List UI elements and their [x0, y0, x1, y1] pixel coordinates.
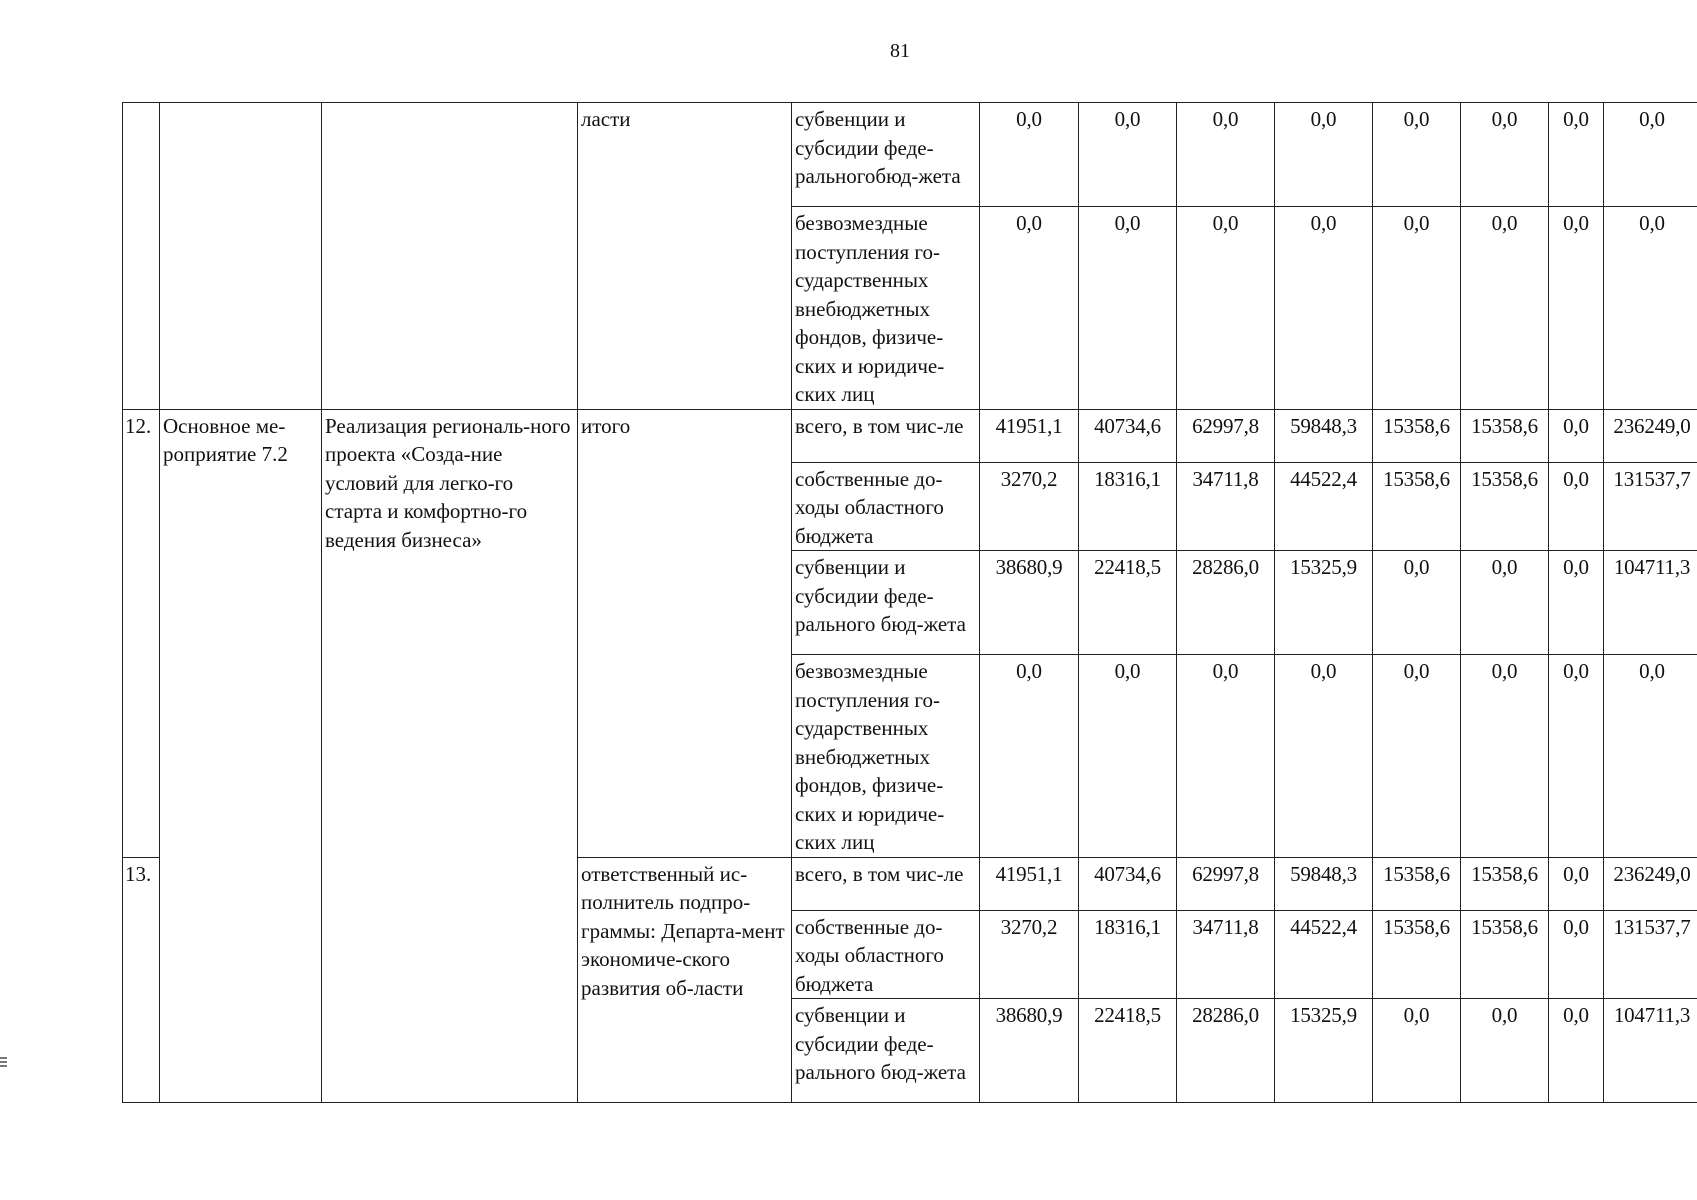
value-cell: 15358,6	[1461, 910, 1549, 999]
value-cell: 59848,3	[1275, 857, 1373, 910]
value-cell: 62997,8	[1177, 857, 1275, 910]
row-number: 12.	[123, 409, 160, 857]
value-cell: 0,0	[1275, 207, 1373, 410]
value-cell: 0,0	[1549, 999, 1604, 1103]
executor-name: ласти	[578, 103, 792, 410]
value-cell: 0,0	[1275, 655, 1373, 858]
funding-source: субвенции и субсидии феде-рального бюд-жета	[792, 999, 980, 1103]
value-cell: 3270,2	[980, 910, 1079, 999]
funding-source: безвозмездные поступления го-сударственных внебюджетных фондов, физиче-ских и юридиче-ских лиц	[792, 207, 980, 410]
value-cell: 38680,9	[980, 551, 1079, 655]
value-cell: 15358,6	[1373, 857, 1461, 910]
page-number: 81	[890, 40, 910, 62]
value-cell: 236249,0	[1604, 857, 1697, 910]
table-row	[123, 103, 1697, 207]
value-cell: 131537,7	[1604, 462, 1697, 551]
value-cell: 104711,3	[1604, 999, 1697, 1103]
value-cell: 0,0	[1079, 207, 1177, 410]
value-cell: 38680,9	[980, 999, 1079, 1103]
value-cell: 0,0	[1373, 207, 1461, 410]
value-cell: 34711,8	[1177, 910, 1275, 999]
value-cell: 0,0	[980, 103, 1079, 207]
value-cell: 236249,0	[1604, 409, 1697, 462]
value-cell: 0,0	[1373, 999, 1461, 1103]
value-cell: 0,0	[1549, 207, 1604, 410]
value-cell: 0,0	[1177, 655, 1275, 858]
value-cell: 0,0	[1373, 103, 1461, 207]
value-cell: 41951,1	[980, 857, 1079, 910]
value-cell: 0,0	[1549, 462, 1604, 551]
budget-table	[122, 102, 1697, 1103]
value-cell: 0,0	[1604, 207, 1697, 410]
funding-source: субвенции и субсидии феде-рального бюд-жета	[792, 551, 980, 655]
value-cell: 0,0	[1549, 655, 1604, 858]
funding-source: безвозмездные поступления го-сударственных внебюджетных фондов, физиче-ских и юридиче-ских лиц	[792, 655, 980, 858]
value-cell: 0,0	[1604, 655, 1697, 858]
value-cell: 0,0	[980, 207, 1079, 410]
value-cell: 15358,6	[1461, 409, 1549, 462]
value-cell: 0,0	[1549, 103, 1604, 207]
value-cell: 15358,6	[1373, 409, 1461, 462]
value-cell: 104711,3	[1604, 551, 1697, 655]
value-cell: 0,0	[1079, 655, 1177, 858]
value-cell: 0,0	[1461, 207, 1549, 410]
project-name	[322, 103, 578, 410]
value-cell: 0,0	[1373, 655, 1461, 858]
value-cell: 0,0	[1079, 103, 1177, 207]
value-cell: 0,0	[1177, 103, 1275, 207]
value-cell: 28286,0	[1177, 999, 1275, 1103]
funding-source: собственные до-ходы областного бюджета	[792, 462, 980, 551]
value-cell: 62997,8	[1177, 409, 1275, 462]
value-cell: 0,0	[1461, 655, 1549, 858]
value-cell: 15358,6	[1373, 462, 1461, 551]
row-number: 13.	[123, 857, 160, 1103]
value-cell: 15358,6	[1461, 462, 1549, 551]
value-cell: 18316,1	[1079, 910, 1177, 999]
value-cell: 41951,1	[980, 409, 1079, 462]
executor-name: итого	[578, 409, 792, 857]
value-cell: 131537,7	[1604, 910, 1697, 999]
project-name: Реализация региональ-ного проекта «Созда-ние условий для легко-го старта и комфортно-го ведения бизнеса»	[322, 409, 578, 1103]
value-cell: 0,0	[1549, 910, 1604, 999]
value-cell: 15358,6	[1373, 910, 1461, 999]
value-cell: 40734,6	[1079, 409, 1177, 462]
value-cell: 0,0	[1604, 103, 1697, 207]
value-cell: 0,0	[1461, 103, 1549, 207]
value-cell: 15325,9	[1275, 999, 1373, 1103]
value-cell: 28286,0	[1177, 551, 1275, 655]
funding-source: субвенции и субсидии феде-ральногобюд-жета	[792, 103, 980, 207]
table-row	[123, 409, 1697, 462]
executor-name: ответственный ис-полнитель подпро-граммы: Департа-мент экономиче-ского развития об-ласти	[578, 857, 792, 1103]
value-cell: 44522,4	[1275, 462, 1373, 551]
table-body	[123, 103, 1697, 1103]
value-cell: 44522,4	[1275, 910, 1373, 999]
value-cell: 3270,2	[980, 462, 1079, 551]
funding-source: всего, в том чис-ле	[792, 857, 980, 910]
value-cell: 40734,6	[1079, 857, 1177, 910]
value-cell: 0,0	[980, 655, 1079, 858]
value-cell: 18316,1	[1079, 462, 1177, 551]
value-cell: 0,0	[1461, 999, 1549, 1103]
value-cell: 59848,3	[1275, 409, 1373, 462]
measure-name: Основное ме-роприятие 7.2	[160, 409, 322, 1103]
measure-name	[160, 103, 322, 410]
value-cell: 22418,5	[1079, 999, 1177, 1103]
value-cell: 0,0	[1177, 207, 1275, 410]
row-number	[123, 103, 160, 410]
value-cell: 0,0	[1549, 551, 1604, 655]
value-cell: 0,0	[1275, 103, 1373, 207]
value-cell: 15358,6	[1461, 857, 1549, 910]
value-cell: 0,0	[1549, 409, 1604, 462]
value-cell: 0,0	[1461, 551, 1549, 655]
value-cell: 22418,5	[1079, 551, 1177, 655]
value-cell: 0,0	[1549, 857, 1604, 910]
value-cell: 0,0	[1373, 551, 1461, 655]
scan-edge-marks	[0, 1055, 8, 1069]
funding-source: всего, в том чис-ле	[792, 409, 980, 462]
value-cell: 15325,9	[1275, 551, 1373, 655]
value-cell: 34711,8	[1177, 462, 1275, 551]
funding-source: собственные до-ходы областного бюджета	[792, 910, 980, 999]
